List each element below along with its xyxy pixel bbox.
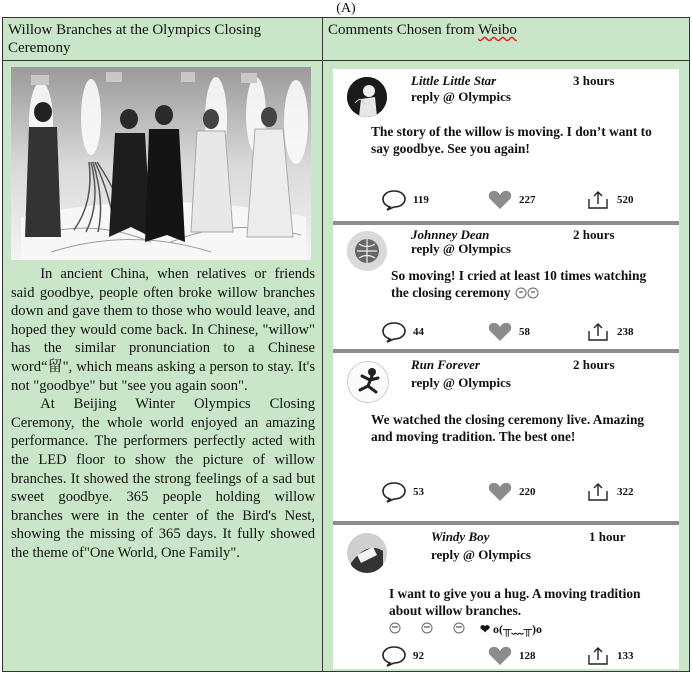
heart-icon (487, 189, 513, 211)
section-label: (A) (336, 1, 356, 16)
header-right (323, 18, 689, 61)
like-count: 128 (519, 650, 536, 662)
comment-count: 53 (413, 486, 424, 498)
share-icon (585, 321, 611, 343)
comments-column (323, 61, 689, 671)
avatar[interactable] (347, 533, 387, 573)
post-text-body: So moving! I cried at least 10 times watching the closing ceremony (391, 268, 647, 300)
post-text: The story of the willow is moving. I don’t want to say goodbye. See you again! (371, 124, 652, 156)
post-time: 2 hours (573, 357, 615, 372)
weibo-feed (333, 69, 679, 669)
article-column (3, 61, 323, 671)
like-count: 220 (519, 486, 536, 498)
post-time: 2 hours (573, 227, 615, 242)
header-left: Willow Branches at the Olympics Closing Ceremony (3, 18, 323, 61)
post-reply[interactable]: reply @ Olympics (411, 375, 511, 390)
avatar[interactable] (347, 231, 387, 271)
header-right-prefix: Comments Chosen from (328, 22, 479, 38)
post-time: 3 hours (573, 73, 615, 88)
content-table (2, 17, 690, 672)
comment-count: 92 (413, 650, 424, 662)
comment-count: 119 (413, 194, 429, 206)
post-emoticons (387, 621, 647, 638)
post-username[interactable]: Run Forever (411, 357, 480, 372)
comment-post (333, 69, 679, 219)
share-count: 322 (617, 486, 634, 498)
heart-icon (487, 481, 513, 503)
comment-post (333, 227, 679, 345)
comment-post (333, 355, 679, 515)
post-reply[interactable]: reply @ Olympics (411, 89, 511, 104)
post-text (391, 267, 653, 301)
crying-emoji-icon (387, 621, 473, 635)
post-username[interactable]: Johnney Dean (411, 227, 490, 242)
post-reply[interactable]: reply @ Olympics (431, 547, 531, 562)
post-stats (333, 645, 679, 667)
post-stats (333, 189, 679, 211)
article-paragraph: At Beijing Winter Olympics Closing Ceremony, the whole world enjoyed an amazing performance. The performers perfectly acted with the LED floor to show the picture of willow branches. It showed the strong feelings of a sad but sweet goodbye. 365 people holding willow branches were in the center of the Bird's Nest, showing the missing of 365 days. It fully showed the theme of"One World, One Family". (11, 396, 315, 561)
share-icon (585, 645, 611, 667)
post-username[interactable]: Little Little Star (411, 73, 497, 88)
crying-emoji-icon (514, 286, 540, 300)
post-time: 1 hour (589, 529, 626, 544)
comment-icon (381, 645, 407, 667)
article-paragraph: In ancient China, when relatives or friends said goodbye, people often broke willow branches down and gave them to those who would leave, and hoped they would come back. In Chinese, "willow" has the similar pronunciation to a Chinese word“留", which means asking a person to stay. It's not "goodbye" but "see you again soon". (11, 266, 315, 394)
article-text (11, 265, 315, 563)
post-stats (333, 321, 679, 343)
comment-icon (381, 189, 407, 211)
share-count: 520 (617, 194, 634, 206)
comment-count: 44 (413, 326, 424, 338)
heart-icon (487, 321, 513, 343)
emoticon-text: ❤ o(╥﹏╥)o (480, 622, 543, 636)
post-divider (333, 349, 679, 353)
post-stats (333, 481, 679, 503)
avatar[interactable] (347, 77, 387, 117)
comment-post (333, 527, 679, 669)
post-divider (333, 521, 679, 525)
post-text: We watched the closing ceremony live. Amazing and moving tradition. The best one! (371, 412, 645, 444)
like-count: 58 (519, 326, 530, 338)
post-divider (333, 221, 679, 225)
share-icon (585, 481, 611, 503)
post-reply[interactable]: reply @ Olympics (411, 241, 511, 256)
avatar[interactable] (347, 361, 389, 403)
comment-icon (381, 481, 407, 503)
post-username[interactable]: Windy Boy (431, 529, 490, 544)
ceremony-photo (11, 67, 311, 260)
share-count: 238 (617, 326, 634, 338)
weibo-link[interactable]: Weibo (478, 22, 517, 38)
like-count: 227 (519, 194, 536, 206)
post-text: I want to give you a hug. A moving tradition about willow branches. (389, 586, 641, 618)
heart-icon (487, 645, 513, 667)
comment-icon (381, 321, 407, 343)
share-icon (585, 189, 611, 211)
share-count: 133 (617, 650, 634, 662)
